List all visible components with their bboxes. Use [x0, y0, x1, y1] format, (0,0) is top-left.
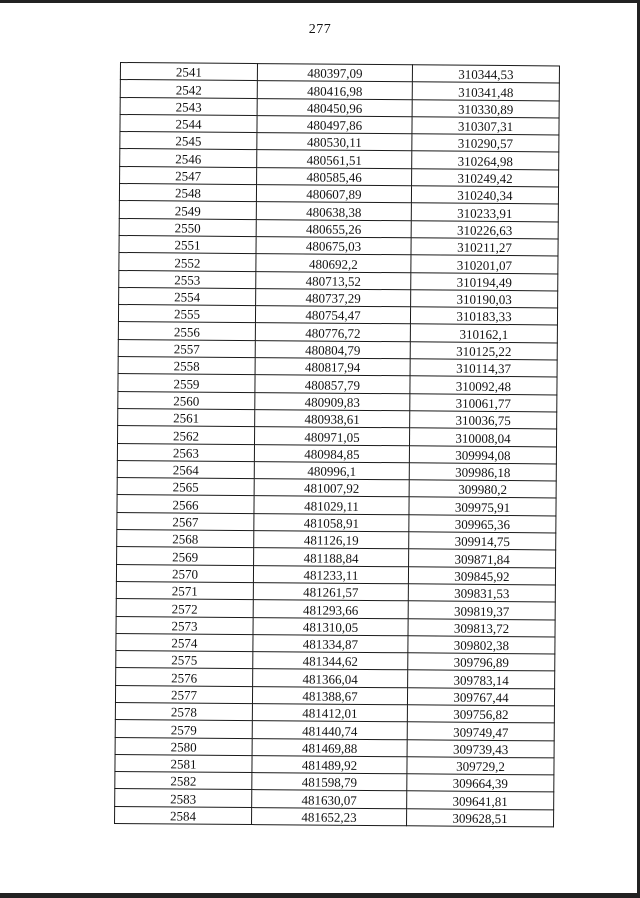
coordinate-table: [114, 62, 560, 827]
y-coordinate-cell: 310264,98: [412, 151, 559, 169]
x-coordinate-cell: 480971,05: [255, 427, 410, 446]
x-coordinate-cell: 481261,57: [253, 582, 408, 601]
x-coordinate-cell: 481334,87: [253, 634, 408, 653]
x-coordinate-cell: 480938,61: [255, 410, 410, 429]
point-number-cell: 2580: [115, 737, 252, 755]
y-coordinate-cell: 310194,49: [411, 272, 558, 290]
x-coordinate-cell: 481598,79: [252, 773, 407, 792]
page-number: 277: [308, 22, 332, 37]
x-coordinate-cell: 480909,83: [255, 392, 410, 411]
y-coordinate-cell: 309831,53: [408, 584, 555, 602]
point-number-cell: 2547: [120, 166, 257, 184]
y-coordinate-cell: 309767,44: [407, 687, 554, 705]
point-number-cell: 2558: [118, 357, 255, 375]
table-row: [115, 806, 554, 827]
y-coordinate-cell: 309802,38: [408, 636, 555, 654]
x-coordinate-cell: 481489,92: [252, 755, 407, 774]
y-coordinate-cell: 309845,92: [408, 566, 555, 584]
point-number-cell: 2577: [115, 685, 252, 703]
y-coordinate-cell: 310201,07: [411, 255, 558, 273]
x-coordinate-cell: 480754,47: [255, 306, 410, 325]
y-coordinate-cell: 309914,75: [409, 532, 556, 550]
y-coordinate-cell: 310061,77: [410, 393, 557, 411]
x-coordinate-cell: 480817,94: [255, 358, 410, 377]
point-number-cell: 2554: [119, 287, 256, 305]
y-coordinate-cell: 310008,04: [409, 428, 556, 446]
y-coordinate-cell: 309871,84: [409, 549, 556, 567]
y-coordinate-cell: 310036,75: [410, 411, 557, 429]
x-coordinate-cell: 480450,96: [257, 98, 412, 117]
y-coordinate-cell: 310330,89: [412, 99, 559, 117]
point-number-cell: 2564: [117, 460, 254, 478]
x-coordinate-cell: 480675,03: [256, 237, 411, 256]
x-coordinate-cell: 481029,11: [254, 496, 409, 515]
point-number-cell: 2567: [117, 512, 254, 530]
x-coordinate-cell: 480638,38: [256, 202, 411, 221]
y-coordinate-cell: 310211,27: [411, 238, 558, 256]
y-coordinate-cell: 309986,18: [409, 463, 556, 481]
x-coordinate-cell: 481388,67: [252, 686, 407, 705]
x-coordinate-cell: 481630,07: [252, 790, 407, 809]
point-number-cell: 2579: [115, 720, 252, 738]
point-number-cell: 2565: [117, 478, 254, 496]
y-coordinate-cell: 310183,33: [410, 307, 557, 325]
y-coordinate-cell: 310114,37: [410, 359, 557, 377]
point-number-cell: 2544: [120, 114, 257, 132]
page-border-bottom: [0, 893, 640, 898]
y-coordinate-cell: 310190,03: [411, 290, 558, 308]
point-number-cell: 2578: [115, 702, 252, 720]
point-number-cell: 2563: [117, 443, 254, 461]
x-coordinate-cell: 480776,72: [255, 323, 410, 342]
x-coordinate-cell: 480692,2: [256, 254, 411, 273]
page-border-top: [0, 0, 640, 3]
x-coordinate-cell: 481126,19: [254, 531, 409, 550]
y-coordinate-cell: 309739,43: [407, 739, 554, 757]
y-coordinate-cell: 310233,91: [411, 203, 558, 221]
y-coordinate-cell: 310307,31: [412, 117, 559, 135]
x-coordinate-cell: 481412,01: [252, 704, 407, 723]
point-number-cell: 2581: [115, 754, 252, 772]
point-number-cell: 2556: [118, 322, 255, 340]
point-number-cell: 2559: [118, 374, 255, 392]
point-number-cell: 2568: [117, 530, 254, 548]
point-number-cell: 2548: [119, 184, 256, 202]
x-coordinate-cell: 480713,52: [256, 271, 411, 290]
y-coordinate-cell: 310240,34: [411, 186, 558, 204]
point-number-cell: 2555: [118, 305, 255, 323]
y-coordinate-cell: 310290,57: [412, 134, 559, 152]
y-coordinate-cell: 309975,91: [409, 497, 556, 515]
y-coordinate-cell: 309641,81: [407, 791, 554, 809]
point-number-cell: 2550: [119, 218, 256, 236]
point-number-cell: 2546: [120, 149, 257, 167]
point-number-cell: 2549: [119, 201, 256, 219]
x-coordinate-cell: 481007,92: [254, 479, 409, 498]
x-coordinate-cell: 481233,11: [253, 565, 408, 584]
point-number-cell: 2553: [119, 270, 256, 288]
y-coordinate-cell: 310162,1: [410, 324, 557, 342]
point-number-cell: 2543: [120, 97, 257, 115]
y-coordinate-cell: 309664,39: [407, 774, 554, 792]
point-number-cell: 2562: [118, 426, 255, 444]
point-number-cell: 2557: [118, 339, 255, 357]
x-coordinate-cell: 480530,11: [257, 133, 412, 152]
x-coordinate-cell: 480585,46: [257, 167, 412, 186]
coordinate-table-container: [114, 62, 559, 827]
point-number-cell: 2545: [120, 132, 257, 150]
x-coordinate-cell: 480497,86: [257, 115, 412, 134]
x-coordinate-cell: 481440,74: [252, 721, 407, 740]
y-coordinate-cell: 310341,48: [412, 82, 559, 100]
point-number-cell: 2561: [118, 408, 255, 426]
x-coordinate-cell: 480607,89: [256, 185, 411, 204]
x-coordinate-cell: 481469,88: [252, 738, 407, 757]
x-coordinate-cell: 481652,23: [252, 807, 407, 826]
x-coordinate-cell: 480996,1: [254, 461, 409, 480]
x-coordinate-cell: 481293,66: [253, 600, 408, 619]
x-coordinate-cell: 480397,09: [257, 64, 412, 83]
x-coordinate-cell: 480416,98: [257, 81, 412, 100]
point-number-cell: 2576: [116, 668, 253, 686]
x-coordinate-cell: 481366,04: [253, 669, 408, 688]
x-coordinate-cell: 480561,51: [257, 150, 412, 169]
y-coordinate-cell: 309749,47: [407, 722, 554, 740]
x-coordinate-cell: 481310,05: [253, 617, 408, 636]
y-coordinate-cell: 309756,82: [407, 705, 554, 723]
point-number-cell: 2560: [118, 391, 255, 409]
y-coordinate-cell: 310344,53: [412, 65, 559, 83]
point-number-cell: 2551: [119, 235, 256, 253]
point-number-cell: 2569: [117, 547, 254, 565]
y-coordinate-cell: 309813,72: [408, 618, 555, 636]
point-number-cell: 2582: [115, 772, 252, 790]
y-coordinate-cell: 309994,08: [409, 445, 556, 463]
y-coordinate-cell: 310125,22: [410, 342, 557, 360]
y-coordinate-cell: 309796,89: [408, 653, 555, 671]
point-number-cell: 2542: [120, 80, 257, 98]
y-coordinate-cell: 310092,48: [410, 376, 557, 394]
x-coordinate-cell: 480857,79: [255, 375, 410, 394]
point-number-cell: 2575: [116, 651, 253, 669]
x-coordinate-cell: 481058,91: [254, 513, 409, 532]
point-number-cell: 2574: [116, 633, 253, 651]
point-number-cell: 2571: [116, 581, 253, 599]
point-number-cell: 2583: [115, 789, 252, 807]
point-number-cell: 2573: [116, 616, 253, 634]
x-coordinate-cell: 481344,62: [253, 652, 408, 671]
x-coordinate-cell: 481188,84: [254, 548, 409, 567]
y-coordinate-cell: 309980,2: [409, 480, 556, 498]
point-number-cell: 2584: [115, 806, 252, 824]
y-coordinate-cell: 309628,51: [407, 809, 554, 827]
y-coordinate-cell: 310249,42: [412, 169, 559, 187]
x-coordinate-cell: 480984,85: [254, 444, 409, 463]
y-coordinate-cell: 309965,36: [409, 515, 556, 533]
coordinate-table-body: [115, 63, 560, 827]
y-coordinate-cell: 309729,2: [407, 757, 554, 775]
x-coordinate-cell: 480804,79: [255, 340, 410, 359]
point-number-cell: 2566: [117, 495, 254, 513]
x-coordinate-cell: 480737,29: [256, 288, 411, 307]
x-coordinate-cell: 480655,26: [256, 219, 411, 238]
y-coordinate-cell: 309783,14: [408, 670, 555, 688]
point-number-cell: 2572: [116, 599, 253, 617]
y-coordinate-cell: 309819,37: [408, 601, 555, 619]
point-number-cell: 2570: [116, 564, 253, 582]
point-number-cell: 2552: [119, 253, 256, 271]
y-coordinate-cell: 310226,63: [411, 220, 558, 238]
point-number-cell: 2541: [120, 63, 257, 81]
